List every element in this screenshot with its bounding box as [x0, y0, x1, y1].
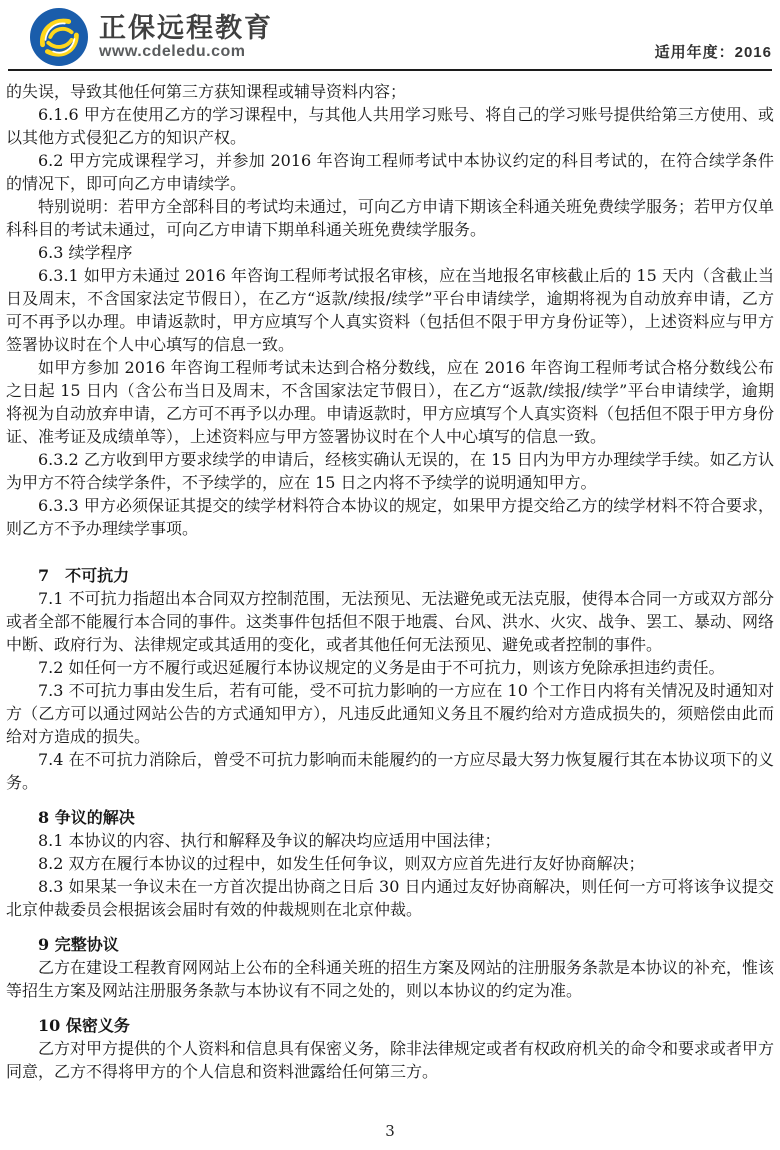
section-heading: 9 完整协议: [38, 935, 119, 954]
applicable-year-label: 适用年度：2016: [654, 44, 772, 61]
brand-logo-swirl-icon: [30, 8, 88, 66]
brand-block: [30, 8, 273, 66]
paragraph: 8.1 本协议的内容、执行和解释及争议的解决均应适用中国法律；: [38, 831, 501, 850]
brand-url: www.cdeledu.com: [99, 43, 246, 60]
page-number: 3: [385, 1122, 395, 1140]
brand-name: 正保远程教育: [99, 13, 273, 43]
paragraph: 6.3.3 甲方必须保证其提交的续学材料符合本协议的规定，如果甲方提交给乙方的续学材料不符合要求，则乙方不予办理续学事项。: [6, 496, 774, 538]
document-body: [6, 80, 774, 1083]
section-heading: 7 不可抗力: [38, 566, 130, 585]
paragraph: 6.1.6 甲方在使用乙方的学习课程中，与其他人共用学习账号、将自己的学习账号提供给第三方使用、或以其他方式侵犯乙方的知识产权。: [6, 105, 774, 147]
paragraph: 6.3 续学程序: [38, 243, 133, 262]
paragraph: 7.1 不可抗力指超出本合同双方控制范围，无法预见、无法避免或无法克服，使得本合同一方或双方部分或者全部不能履行本合同的事件。这类事件包括但不限于地震、台风、洪水、火灾、战争、罢工、暴动、网络中断、政府行为、法律规定或其适用的变化，或者其他任何无法预见、避免或者控制的事件。: [6, 589, 775, 654]
paragraph: 的失误，导致其他任何第三方获知课程或辅导资料内容；: [6, 82, 407, 101]
section-heading: 10 保密义务: [38, 1016, 130, 1035]
section-heading: 8 争议的解决: [38, 808, 135, 827]
paragraph: 8.3 如果某一争议未在一方首次提出协商之日后 30 日内通过友好协商解决，则任何一方可将该争议提交北京仲裁委员会根据该会届时有效的仲裁规则在北京仲裁。: [6, 877, 774, 919]
paragraph: 7.3 不可抗力事由发生后，若有可能，受不可抗力影响的一方应在 10 个工作日内将有关情况及时通知对方（乙方可以通过网站公告的方式通知甲方），凡违反此通知义务且不履约给对方造成损失的，须赔偿由此而给对方造成的损失。: [6, 681, 774, 746]
page-header: [8, 0, 772, 71]
paragraph: 如甲方参加 2016 年咨询工程师考试未达到合格分数线，应在 2016 年咨询工程师考试合格分数线公布之日起 15 日内（含公布当日及周末，不含国家法定节假日），在乙方“返款/续报/续学”平台申请续学，逾期将视为自动放弃申请，乙方可不再予以办理。申请返款时，甲方应填写个人真实资料（包括但不限于甲方身份证、准考证及成绩单等），上述资料应与甲方签署协议时在个人中心填写的信息一致。: [6, 358, 775, 446]
paragraph: 乙方在建设工程教育网网站上公布的全科通关班的招生方案及网站的注册服务条款是本协议的补充，惟该等招生方案及网站注册服务条款与本协议有不同之处的，则以本协议的约定为准。: [6, 958, 775, 1000]
brand-text: [99, 13, 273, 61]
paragraph: 8.2 双方在履行本协议的过程中，如发生任何争议，则双方应首先进行友好协商解决；: [38, 854, 645, 873]
paragraph: 特别说明：若甲方全部科目的考试均未通过，可向乙方申请下期该全科通关班免费续学服务；若甲方仅单科科目的考试未通过，可向乙方申请下期单科通关班免费续学服务。: [6, 197, 775, 239]
paragraph: 6.2 甲方完成课程学习，并参加 2016 年咨询工程师考试中本协议约定的科目考试的，在符合续学条件的情况下，即可向乙方申请续学。: [6, 151, 774, 193]
paragraph: 7.4 在不可抗力消除后，曾受不可抗力影响而未能履约的一方应尽最大努力恢复履行其在本协议项下的义务。: [6, 750, 774, 792]
paragraph: 7.2 如任何一方不履行或迟延履行本协议规定的义务是由于不可抗力，则该方免除承担违约责任。: [38, 658, 725, 677]
paragraph: 乙方对甲方提供的个人资料和信息具有保密义务，除非法律规定或者有权政府机关的命令和要求或者甲方同意，乙方不得将甲方的个人信息和资料泄露给任何第三方。: [6, 1039, 775, 1081]
paragraph: 6.3.2 乙方收到甲方要求续学的申请后，经核实确认无误的，在 15 日内为甲方办理续学手续。如乙方认为甲方不符合续学条件，不予续学的，应在 15 日之内将不予续学的说明通知甲方。: [6, 450, 774, 492]
paragraph: 6.3.1 如甲方未通过 2016 年咨询工程师考试报名审核，应在当地报名审核截止后的 15 天内（含截止当日及周末，不含国家法定节假日），在乙方“返款/续报/续学”平台申请续学，逾期将视为自动放弃申请，乙方可不再予以办理。申请返款时，甲方应填写个人真实资料（包括但不限于甲方身份证等），上述资料应与甲方签署协议时在个人中心填写的信息一致。: [6, 266, 774, 354]
